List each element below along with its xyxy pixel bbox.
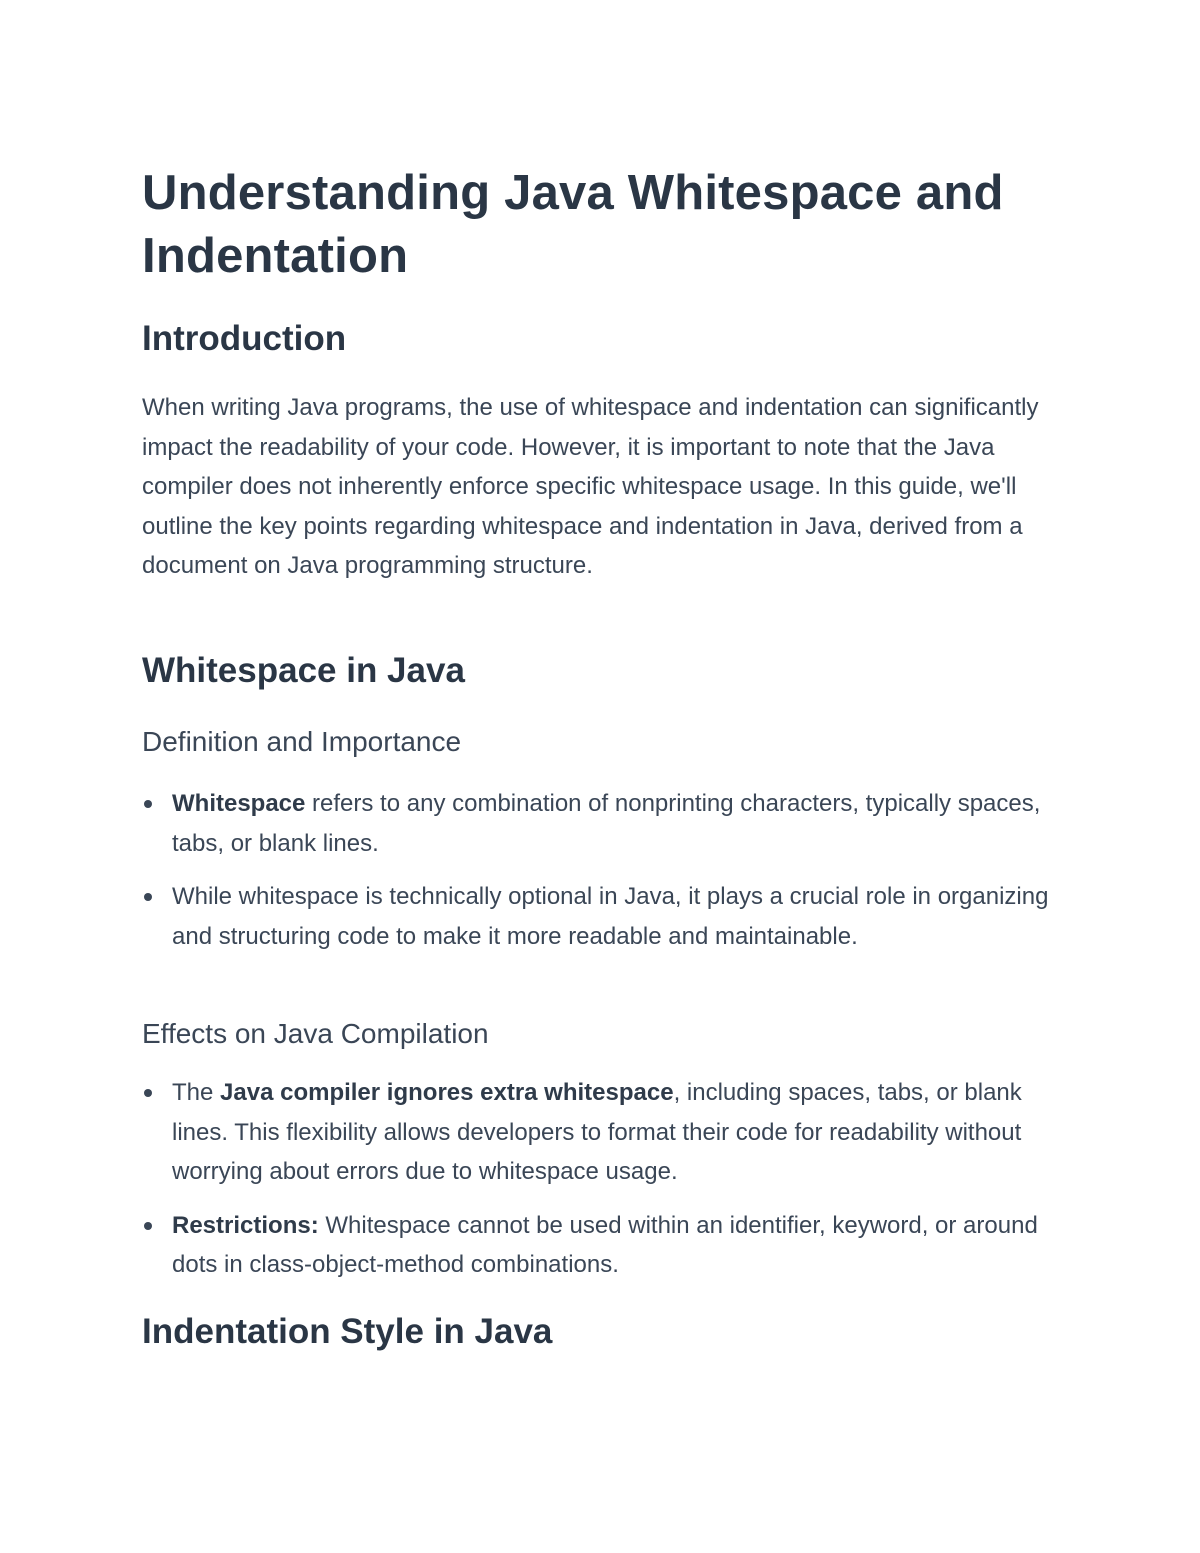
introduction-heading: Introduction <box>142 319 347 358</box>
whitespace-heading: Whitespace in Java <box>142 651 465 690</box>
list-item <box>142 1073 1052 1192</box>
definition-list <box>142 784 1052 956</box>
bold-term: Whitespace <box>172 790 306 817</box>
list-item <box>142 877 1052 956</box>
list-item <box>142 1206 1052 1285</box>
bold-term: Restrictions: <box>172 1211 319 1239</box>
list-item-text: Whitespace cannot be used within an identifier, keyword, or around dots in class-object-method combinations. <box>172 1211 1038 1279</box>
effects-subheading: Effects on Java Compilation <box>142 1018 489 1049</box>
page-title: Understanding Java Whitespace and Indentation <box>142 166 1004 283</box>
list-item-text: , including spaces, tabs, or blank lines. This flexibility allows developers to format their code for readability without worrying about errors due to whitespace usage. <box>172 1079 1022 1186</box>
bold-term: Java compiler ignores extra whitespace <box>220 1079 674 1106</box>
list-item-text: While whitespace is technically optional in Java, it plays a crucial role in organizing and structuring code to make it more readable and maintainable. <box>172 883 1049 950</box>
indentation-heading: Indentation Style in Java <box>142 1312 553 1351</box>
bullet-icon <box>144 893 152 901</box>
list-item-prefix: The <box>172 1079 221 1106</box>
bullet-icon <box>144 1222 152 1230</box>
bullet-icon <box>144 1089 152 1097</box>
definition-subheading: Definition and Importance <box>142 726 462 757</box>
list-item <box>142 784 1052 863</box>
bullet-icon <box>144 800 152 808</box>
list-item-text: refers to any combination of nonprinting characters, typically spaces, tabs, or blank lines. <box>172 790 1041 857</box>
introduction-paragraph: When writing Java programs, the use of whitespace and indentation can significantly impact the readability of your code. However, it is important to note that the Java compiler does not inherently enforce specific whitespace usage. In this guide, we'll outline the key points regarding whitespace and indentation in Java, derived from a document on Java programming structure. <box>142 394 1039 580</box>
effects-list <box>142 1073 1052 1285</box>
